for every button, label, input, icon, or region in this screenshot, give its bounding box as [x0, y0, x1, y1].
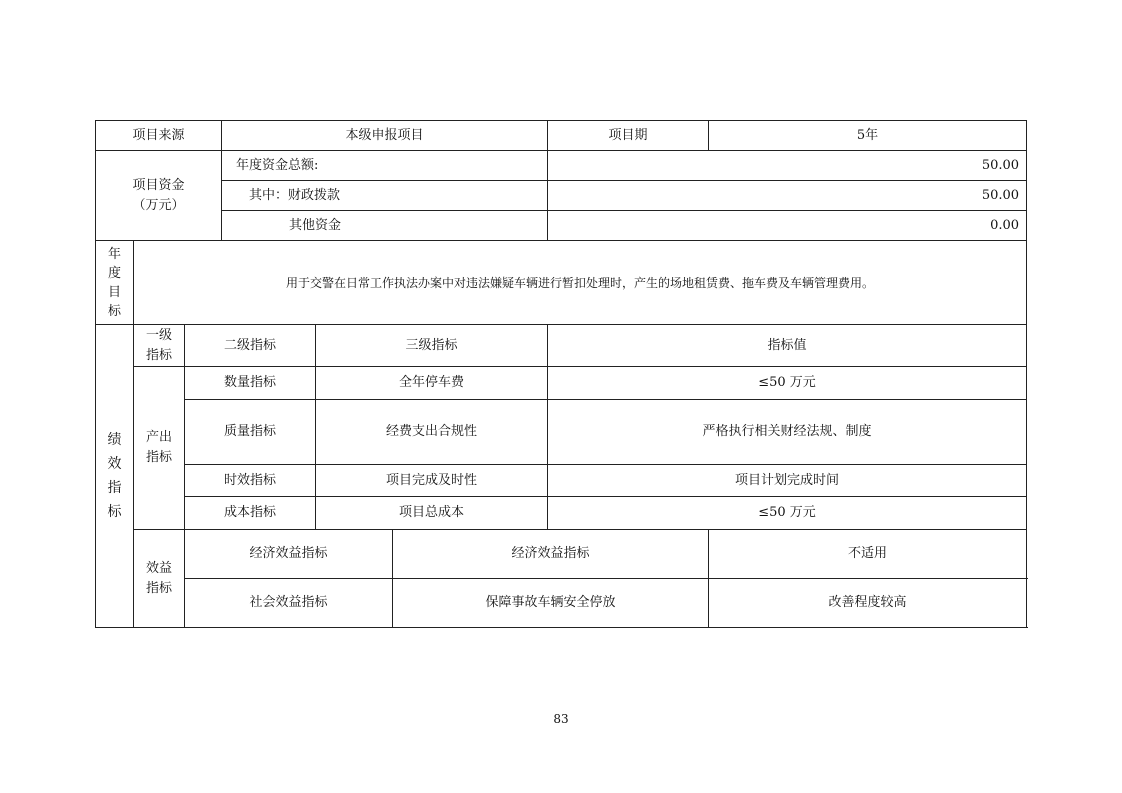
value-cell: 严格执行相关财经法规、制度	[548, 400, 1027, 465]
value-cell: 改善程度较高	[709, 579, 1027, 628]
funds-label: 项目资金	[132, 177, 185, 193]
funds-unit: （万元）	[132, 197, 185, 213]
value-cell: 项目计划完成时间	[548, 465, 1027, 497]
table-row	[96, 367, 1027, 400]
value-cell: 不适用	[709, 530, 1027, 579]
goal-text: 用于交警在日常工作执法办案中对违法嫌疑车辆进行暂扣处理时，产生的场地租赁费、拖车费及车辆管理费用。	[134, 241, 1027, 325]
level3-cell: 经济效益指标	[393, 530, 709, 579]
table-row	[96, 465, 1027, 497]
funds-total-value: 50.00	[548, 151, 1027, 181]
performance-label: 绩 效 指 标	[96, 325, 134, 628]
funds-fiscal-row	[96, 181, 1027, 211]
benefit-label: 效益 指标	[134, 530, 185, 628]
funds-label-cell	[96, 151, 222, 241]
source-label: 项目来源	[96, 121, 222, 151]
table-row	[96, 497, 1027, 530]
level3-cell: 项目总成本	[316, 497, 548, 530]
goal-row	[96, 241, 1027, 325]
source-value: 本级申报项目	[222, 121, 548, 151]
funds-fiscal-value: 50.00	[548, 181, 1027, 211]
level2-cell: 数量指标	[185, 367, 316, 400]
level2-cell: 经济效益指标	[185, 530, 393, 579]
page-number: 83	[553, 712, 569, 726]
perf-header-row	[96, 325, 1027, 367]
value-header: 指标值	[548, 325, 1027, 367]
level1-header: 一级 指标	[134, 325, 185, 367]
funds-total-row	[96, 151, 1027, 181]
level3-header: 三级指标	[316, 325, 548, 367]
level3-cell: 保障事故车辆安全停放	[393, 579, 709, 628]
level2-cell: 社会效益指标	[185, 579, 393, 628]
funds-fiscal-label: 其中：财政拨款	[222, 181, 548, 211]
level2-header: 二级指标	[185, 325, 316, 367]
table-row	[96, 530, 1027, 579]
funds-total-label: 年度资金总额:	[222, 151, 548, 181]
goal-label: 年 度 目 标	[96, 241, 134, 325]
level3-cell: 项目完成及时性	[316, 465, 548, 497]
level2-cell: 时效指标	[185, 465, 316, 497]
output-label: 产出 指标	[134, 367, 185, 530]
level2-cell: 成本指标	[185, 497, 316, 530]
value-cell: ≤50 万元	[548, 497, 1027, 530]
funds-other-value: 0.00	[548, 211, 1027, 241]
value-cell: ≤50 万元	[548, 367, 1027, 400]
period-label: 项目期	[548, 121, 709, 151]
funds-other-row	[96, 211, 1027, 241]
period-value: 5年	[709, 121, 1027, 151]
funds-other-label: 其他资金	[222, 211, 548, 241]
table-row	[96, 400, 1027, 465]
level3-cell: 经费支出合规性	[316, 400, 548, 465]
project-table	[95, 120, 1027, 628]
table-row	[96, 579, 1027, 628]
level3-cell: 全年停车费	[316, 367, 548, 400]
level2-cell: 质量指标	[185, 400, 316, 465]
source-row	[96, 121, 1027, 151]
